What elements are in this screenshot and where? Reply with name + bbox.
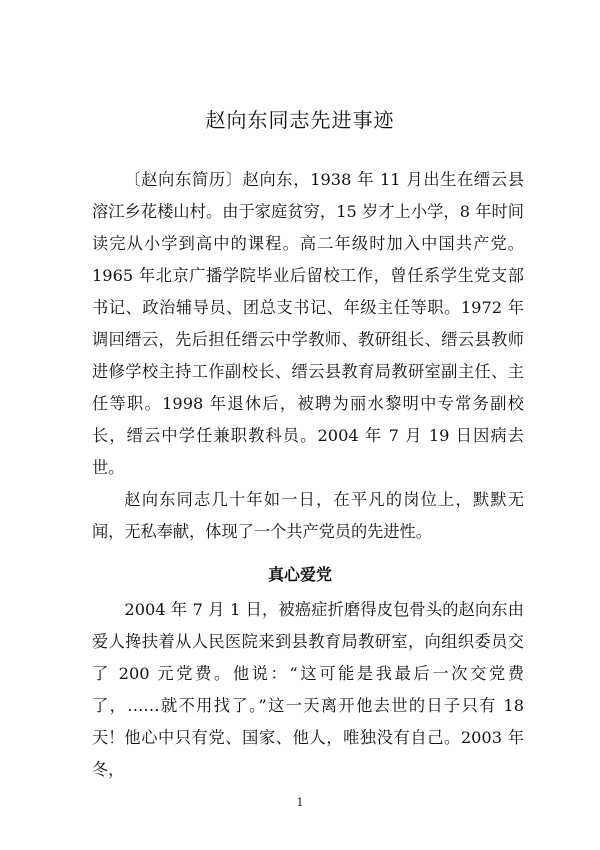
section-heading: 真心爱党	[267, 565, 332, 584]
biography-paragraph: 〔赵向东简历〕赵向东，1938 年 11 月出生在缙云县溶江乡花楼山村。由于家庭贫穷，15 岁才上小学，8 年时间读完从小学到高中的课程。高二年级时加入中国共产党。1965 年北京广播学院毕业后留校工作，曾任系学生党支部书记、政治辅导员、团总支书记、年级主任等职。1972 年调回缙云，先后担任缙云中学教师、教研组长、缙云县教师进修学校主持工作副校长、缙云县教育局教研室副主任、主任等职。1998 年退休后，被聘为丽水黎明中专常务副校长，缙云中学任兼职教科员。2004 年 7 月 19 日因病去世。	[92, 170, 524, 477]
summary-paragraph: 赵向东同志几十年如一日，在平凡的岗位上，默默无闻，无私奉献，体现了一个共产党员的先进性。	[92, 490, 524, 541]
page-number: 1	[296, 796, 304, 809]
story-paragraph: 2004 年 7 月 1 日，被癌症折磨得皮包骨头的赵向东由爱人搀扶着从人民医院来到县教育局教研室，向组织委员交了 200 元党费。他说：“这可能是我最后一次交党费了，……就不用找了。”这一天离开他去世的日子只有 18 天！	[92, 600, 524, 747]
story-paragraph-continued: 他心中只有党、国家、他人，唯独没有自己。2003 年冬，	[92, 728, 524, 779]
document-title: 赵向东同志先进事迹	[205, 108, 395, 132]
